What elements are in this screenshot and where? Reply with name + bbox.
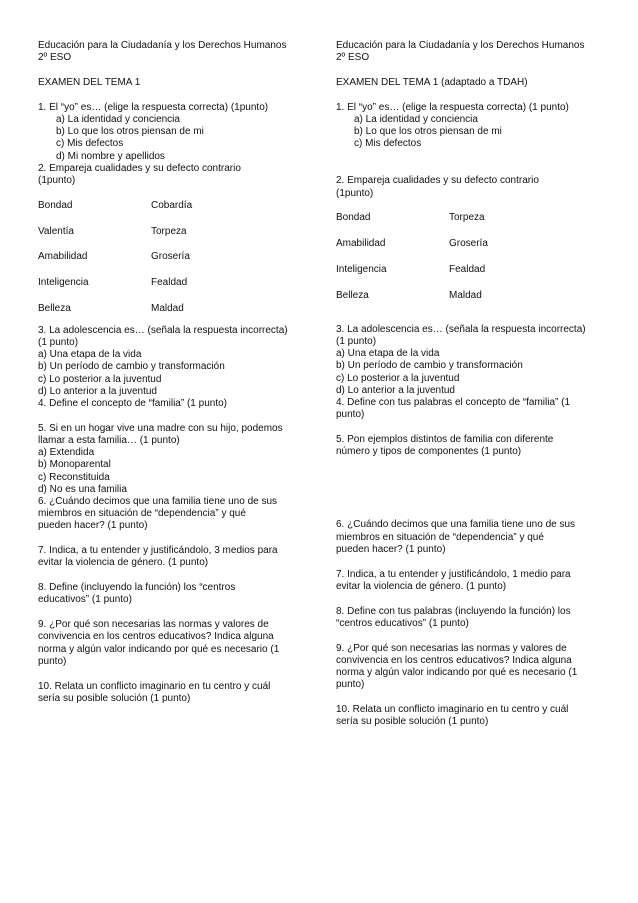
option: b) Monoparental <box>38 459 111 471</box>
question-line: 6. ¿Cuándo decimos que una familia tiene uno de sus <box>336 519 576 531</box>
question-9 <box>336 643 606 692</box>
question-5-options <box>38 447 308 496</box>
option: a) Una etapa de la vida <box>336 348 440 360</box>
question-line: norma y algún valor indicando por qué es necesario (1 <box>38 643 280 655</box>
question-6 <box>38 496 308 533</box>
option: c) Mis defectos <box>354 138 422 150</box>
pair-row <box>336 238 606 250</box>
quality: Valentía <box>38 225 74 237</box>
defect: Maldad <box>151 302 184 314</box>
question-line: 4. Define con tus palabras el concepto de “familia” (1 <box>336 396 571 408</box>
question-line: 10. Relata un conflicto imaginario en tu centro y cuál <box>336 703 569 715</box>
question-2-points: (1punto) <box>336 187 374 199</box>
option: b) Un período de cambio y transformación <box>38 361 225 373</box>
question-3: 3. La adolescencia es… (señala la respuesta incorrecta) <box>336 323 586 335</box>
option: b) Lo que los otros piensan de mi <box>354 126 502 138</box>
question-line: miembros en situación de “dependencia” y qué <box>38 508 246 520</box>
option: d) Lo anterior a la juventud <box>38 385 157 397</box>
quality: Amabilidad <box>336 238 386 250</box>
option: c) Lo posterior a la juventud <box>336 372 460 384</box>
quality: Belleza <box>336 289 369 301</box>
right-exam-column-adapted <box>336 40 606 728</box>
option: a) La identidad y conciencia <box>56 114 180 125</box>
option: a) La identidad y conciencia <box>354 114 478 125</box>
question-line: evitar la violencia de género. (1 punto) <box>336 580 507 592</box>
question-line: número y tipos de componentes (1 punto) <box>336 446 522 458</box>
defect: Fealdad <box>151 276 188 288</box>
question-line: 5. Pon ejemplos distintos de familia con diferente <box>336 433 554 445</box>
question-line: 7. Indica, a tu entender y justificándolo, 3 medios para <box>38 545 278 557</box>
quality: Belleza <box>38 302 71 314</box>
question-1: 1. El “yo” es… (elige la respuesta correcta) (1punto) <box>38 101 269 113</box>
pair-row <box>38 251 308 263</box>
defect: Grosería <box>449 238 488 250</box>
question-line: 10. Relata un conflicto imaginario en tu centro y cuál <box>38 680 271 692</box>
defect: Torpeza <box>151 225 187 237</box>
exam-title: EXAMEN DEL TEMA 1 <box>38 77 141 88</box>
quality: Inteligencia <box>38 276 89 288</box>
option: d) Lo anterior a la juventud <box>336 384 455 396</box>
pair-row <box>336 212 606 224</box>
option: c) Lo posterior a la juventud <box>38 373 162 385</box>
quality: Bondad <box>38 199 73 211</box>
question-3: 3. La adolescencia es… (señala la respuesta incorrecta) <box>38 324 288 336</box>
question-line: pueden hacer? (1 punto) <box>336 543 446 555</box>
question-line: punto) <box>336 679 365 691</box>
question-line: convivencia en los centros educativos? Indica alguna <box>38 631 274 643</box>
question-line: 9. ¿Por qué son necesarias las normas y valores de <box>38 619 269 631</box>
pair-row <box>38 226 308 238</box>
defect: Cobardía <box>151 199 193 211</box>
defect: Maldad <box>449 289 482 301</box>
question-line: convivencia en los centros educativos? Indica alguna <box>336 654 572 666</box>
question-10 <box>38 681 308 705</box>
question-1: 1. El “yo” es… (elige la respuesta correcta) (1 punto) <box>336 101 569 113</box>
header-subject: Educación para la Ciudadanía y los Derechos Humanos <box>38 40 287 51</box>
option: d) No es una familia <box>38 483 127 495</box>
question-line: evitar la violencia de género. (1 punto) <box>38 557 209 569</box>
question-5: 5. Si en un hogar vive una madre con su hijo, podemos <box>38 422 283 434</box>
left-exam-column <box>38 40 308 705</box>
pair-row <box>38 303 308 315</box>
question-line: norma y algún valor indicando por qué es necesario (1 <box>336 666 578 678</box>
question-7 <box>38 545 308 569</box>
defect: Fealdad <box>449 263 486 275</box>
defect: Torpeza <box>449 212 485 224</box>
question-line: 7. Indica, a tu entender y justificándolo, 1 medio para <box>336 568 571 580</box>
header-grade: 2º ESO <box>336 52 370 64</box>
pair-row <box>336 290 606 302</box>
header-grade: 2º ESO <box>38 52 72 64</box>
option: b) Lo que los otros piensan de mi <box>56 126 204 138</box>
question-3-points: (1 punto) <box>336 335 377 347</box>
question-8 <box>38 582 308 606</box>
header-subject: Educación para la Ciudadanía y los Derechos Humanos <box>336 40 585 51</box>
question-5-line2: llamar a esta familia… (1 punto) <box>38 435 180 447</box>
question-line: pueden hacer? (1 punto) <box>38 520 148 532</box>
question-10 <box>336 704 606 728</box>
pair-row <box>336 264 606 276</box>
question-line: educativos” (1 punto) <box>38 594 132 606</box>
question-6 <box>336 519 606 556</box>
question-5 <box>336 434 606 458</box>
question-2: 2. Empareja cualidades y su defecto contrario <box>38 162 241 174</box>
question-8 <box>336 606 606 630</box>
quality: Inteligencia <box>336 263 387 275</box>
question-line: punto) <box>336 409 365 421</box>
option: c) Mis defectos <box>56 138 124 150</box>
question-2: 2. Empareja cualidades y su defecto contrario <box>336 175 539 187</box>
quality: Amabilidad <box>38 251 88 263</box>
defect: Grosería <box>151 251 190 263</box>
question-line: punto) <box>38 655 67 667</box>
pair-row <box>38 200 308 212</box>
question-line: 9. ¿Por qué son necesarias las normas y valores de <box>336 642 567 654</box>
question-line: 6. ¿Cuándo decimos que una familia tiene uno de sus <box>38 496 278 508</box>
pair-row <box>38 277 308 289</box>
option: a) Una etapa de la vida <box>38 349 142 361</box>
question-1-options <box>336 114 606 151</box>
exam-title: EXAMEN DEL TEMA 1 (adaptado a TDAH) <box>336 77 528 88</box>
question-3-options <box>336 348 606 397</box>
question-7 <box>336 569 606 593</box>
option: b) Un período de cambio y transformación <box>336 360 523 372</box>
question-line: 8. Define (incluyendo la función) los “centros <box>38 582 236 594</box>
question-line: miembros en situación de “dependencia” y qué <box>336 531 544 543</box>
question-4 <box>336 397 606 421</box>
question-1-options <box>38 114 308 163</box>
option: d) Mi nombre y apellidos <box>56 150 165 162</box>
question-2-points: (1punto) <box>38 175 76 187</box>
option: c) Reconstituida <box>38 471 110 483</box>
question-line: 8. Define con tus palabras (incluyendo la función) los <box>336 605 571 617</box>
question-line: sería su posible solución (1 punto) <box>336 716 489 728</box>
question-3-options <box>38 349 308 398</box>
question-line: sería su posible solución (1 punto) <box>38 692 191 704</box>
question-3-points: (1 punto) <box>38 337 79 349</box>
question-line: “centros educativos” (1 punto) <box>336 617 469 629</box>
question-4: 4. Define el concepto de “familia” (1 punto) <box>38 398 227 410</box>
quality: Bondad <box>336 212 371 224</box>
option: a) Extendida <box>38 447 95 459</box>
question-9 <box>38 619 308 668</box>
